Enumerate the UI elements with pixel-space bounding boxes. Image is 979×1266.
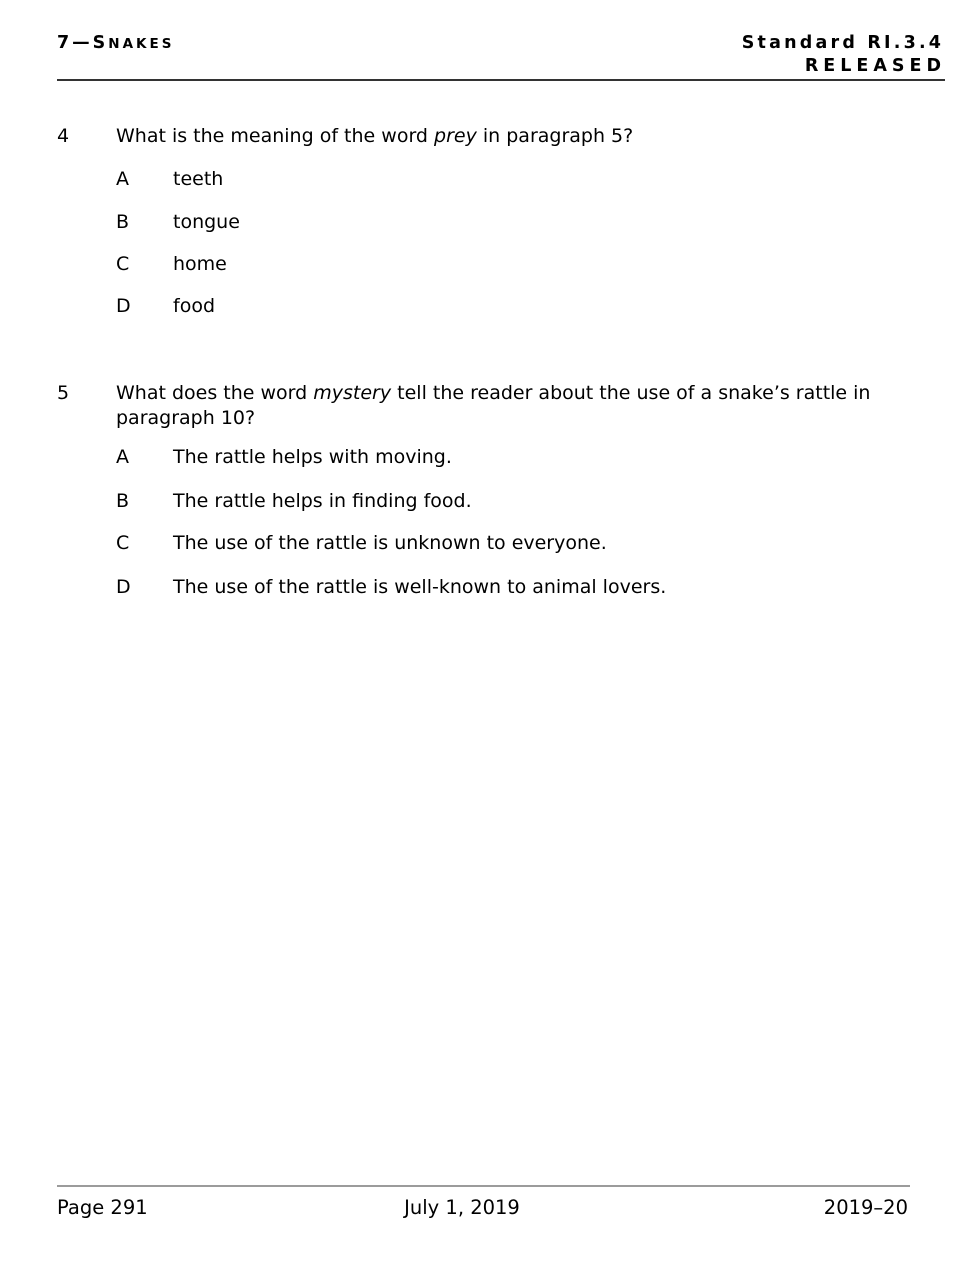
question-italic-word: prey	[434, 125, 477, 147]
question-text-after: tell the reader about the use of a snake’s rattle in	[391, 382, 871, 404]
footer-date: July 1, 2019	[404, 1196, 520, 1219]
option-letter: D	[116, 295, 131, 317]
released-label: RELEASED	[804, 56, 946, 76]
option-letter: B	[116, 211, 130, 233]
question-italic-word: mystery	[313, 382, 392, 404]
option-letter: D	[116, 576, 131, 598]
question-5-option-a	[116, 445, 452, 470]
question-text-after: in paragraph 5?	[476, 125, 634, 147]
question-text	[116, 381, 870, 431]
school-year: 2019–20	[823, 1196, 908, 1219]
question-5-option-b	[116, 489, 472, 514]
question-4	[57, 124, 633, 149]
question-4-option-a	[116, 167, 223, 192]
header-rule	[57, 79, 945, 81]
page-number: Page 291	[57, 1196, 148, 1219]
option-text: home	[173, 253, 227, 275]
footer-rule	[57, 1185, 910, 1187]
question-4-option-b	[116, 210, 240, 235]
question-5-option-d	[116, 575, 666, 600]
question-5	[57, 381, 870, 431]
option-text: The use of the rattle is unknown to everyone.	[173, 532, 607, 554]
option-text: The rattle helps with moving.	[173, 446, 452, 468]
option-text: food	[173, 295, 215, 317]
document-title-prefix: 7—S	[57, 33, 109, 53]
question-number: 4	[57, 125, 70, 147]
option-text: The rattle helps in finding food.	[173, 490, 472, 512]
question-text	[116, 124, 633, 149]
option-text: The use of the rattle is well-known to animal lovers.	[173, 576, 667, 598]
option-text: tongue	[173, 211, 240, 233]
option-letter: C	[116, 532, 130, 554]
question-text-line2: paragraph 10?	[116, 407, 256, 429]
question-4-option-c	[116, 252, 227, 277]
question-4-option-d	[116, 294, 215, 319]
standard-label: Standard RI.3.4	[741, 33, 945, 53]
option-letter: A	[116, 446, 129, 468]
document-title	[57, 33, 174, 53]
option-letter: C	[116, 253, 130, 275]
header-standard-block	[741, 32, 946, 78]
question-text-before: What does the word	[116, 382, 314, 404]
document-title-smallcaps: NAKES	[108, 36, 175, 52]
question-5-option-c	[116, 531, 607, 556]
question-number: 5	[57, 382, 70, 404]
question-text-before: What is the meaning of the word	[116, 125, 435, 147]
option-text: teeth	[173, 168, 224, 190]
option-letter: A	[116, 168, 129, 190]
option-letter: B	[116, 490, 130, 512]
